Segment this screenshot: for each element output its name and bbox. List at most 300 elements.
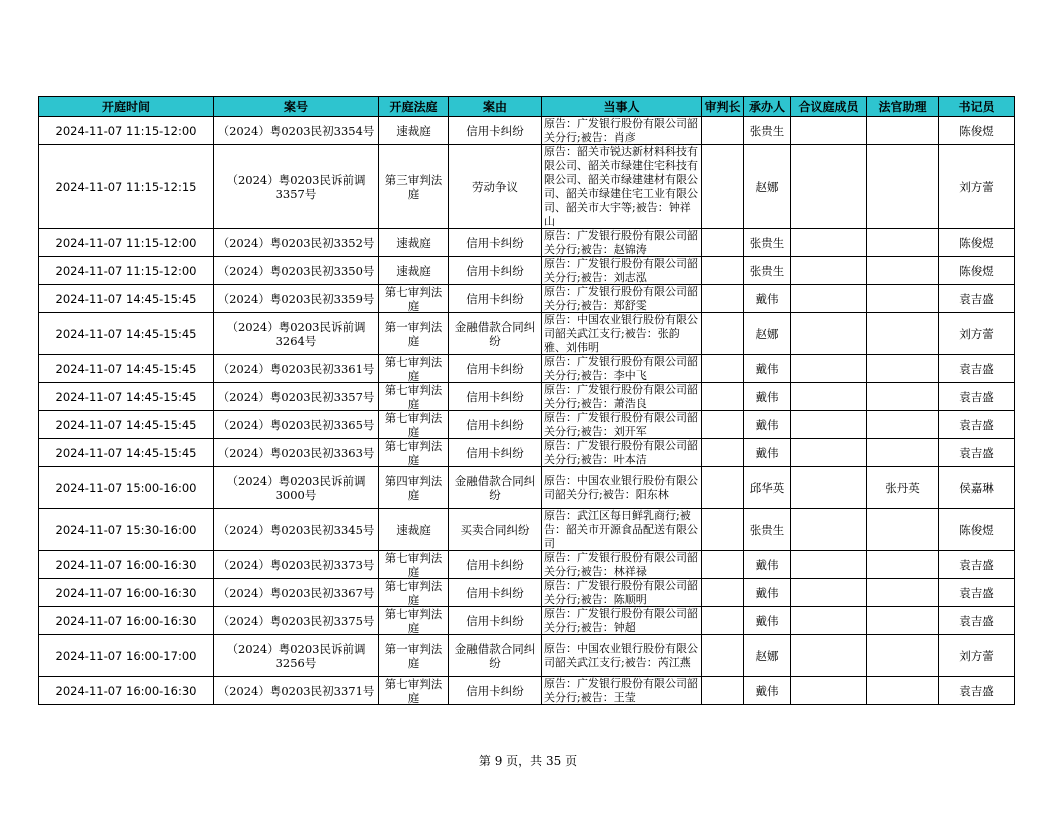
cell-clerk <box>939 257 1015 285</box>
cell-cause <box>449 355 542 383</box>
cell-time-text: 2024-11-07 14:45-15:45 <box>55 361 197 376</box>
cell-cause-text: 劳动争议 <box>472 179 518 194</box>
cell-court <box>379 229 449 257</box>
cell-parties <box>542 229 702 257</box>
cell-time <box>39 635 214 677</box>
cell-cause-text: 信用卡纠纷 <box>466 263 524 278</box>
cell-clerk-text: 陈俊煜 <box>959 522 994 537</box>
cell-members <box>791 509 867 551</box>
cell-case-text: （2024）粤0203民诉前调3357号 <box>226 172 366 201</box>
cell-parties-text: 原告：广发银行股份有限公司韶关分行;被告：钟超 <box>544 607 698 634</box>
table-row <box>39 677 1015 705</box>
cell-clerk-text: 袁吉盛 <box>959 613 994 628</box>
cell-assistant-text: 张丹英 <box>885 480 920 495</box>
cell-time <box>39 383 214 411</box>
cell-time-text: 2024-11-07 14:45-15:45 <box>55 417 197 432</box>
cell-assistant <box>867 635 939 677</box>
cell-court-text: 第四审判法庭 <box>384 473 443 502</box>
table-row <box>39 635 1015 677</box>
cell-handler <box>744 439 791 467</box>
table-row <box>39 411 1015 439</box>
cell-case <box>214 257 379 285</box>
cell-assistant <box>867 355 939 383</box>
cell-chief <box>702 439 744 467</box>
table-row <box>39 117 1015 145</box>
cell-case <box>214 411 379 439</box>
cell-court <box>379 383 449 411</box>
cell-parties-text: 原告：广发银行股份有限公司韶关分行;被告：刘开军 <box>544 411 698 438</box>
table-row <box>39 355 1015 383</box>
cell-handler-text: 张贵生 <box>749 123 785 138</box>
cell-clerk-text: 袁吉盛 <box>959 417 994 432</box>
cell-parties-text: 原告：广发银行股份有限公司韶关分行;被告：萧浩良 <box>544 383 698 410</box>
col-header-court: 开庭法庭 <box>379 97 449 117</box>
cell-time-text: 2024-11-07 11:15-12:00 <box>55 123 197 138</box>
cell-clerk <box>939 313 1015 355</box>
cell-parties <box>542 257 702 285</box>
cell-chief <box>702 229 744 257</box>
cell-court <box>379 677 449 705</box>
cell-chief <box>702 579 744 607</box>
table-row <box>39 257 1015 285</box>
cell-clerk-text: 陈俊煜 <box>959 263 994 278</box>
cell-cause <box>449 551 542 579</box>
cell-court <box>379 117 449 145</box>
cell-assistant <box>867 257 939 285</box>
cell-court-text: 第三审判法庭 <box>384 172 443 201</box>
cell-parties <box>542 383 702 411</box>
cell-handler-text: 赵娜 <box>755 648 779 663</box>
cell-parties-text: 原告：中国农业银行股份有限公司韶关武江支行;被告：芮江燕 <box>544 641 698 669</box>
cell-clerk-text: 袁吉盛 <box>959 445 994 460</box>
cell-case <box>214 467 379 509</box>
cell-time-text: 2024-11-07 16:00-16:30 <box>55 557 197 572</box>
cell-case-text: （2024）粤0203民初3363号 <box>217 445 375 460</box>
cell-members <box>791 635 867 677</box>
cell-chief <box>702 509 744 551</box>
cell-case-text: （2024）粤0203民初3365号 <box>217 417 375 432</box>
cell-handler <box>744 285 791 313</box>
cell-clerk-text: 袁吉盛 <box>959 683 994 698</box>
cell-court-text: 速裁庭 <box>396 522 431 537</box>
cell-assistant <box>867 117 939 145</box>
cell-assistant <box>867 509 939 551</box>
cell-parties-text: 原告：广发银行股份有限公司韶关分行;被告：李中飞 <box>544 355 698 382</box>
cell-clerk-text: 刘方蕾 <box>959 648 994 663</box>
cell-handler-text: 戴伟 <box>755 557 779 572</box>
cell-handler <box>744 677 791 705</box>
cell-handler <box>744 117 791 145</box>
cell-court <box>379 285 449 313</box>
cell-case-text: （2024）粤0203民初3375号 <box>217 613 375 628</box>
cell-case <box>214 439 379 467</box>
cell-case <box>214 229 379 257</box>
cell-handler-text: 戴伟 <box>755 291 779 306</box>
cell-clerk-text: 袁吉盛 <box>959 291 994 306</box>
cell-clerk-text: 袁吉盛 <box>959 389 994 404</box>
cell-handler <box>744 313 791 355</box>
cell-assistant <box>867 383 939 411</box>
cell-parties <box>542 635 702 677</box>
cell-time <box>39 145 214 229</box>
cell-handler-text: 戴伟 <box>755 417 779 432</box>
cell-case <box>214 355 379 383</box>
cell-case <box>214 551 379 579</box>
table-row <box>39 313 1015 355</box>
cell-case-text: （2024）粤0203民诉前调3000号 <box>226 473 366 502</box>
cell-court-text: 速裁庭 <box>396 235 431 250</box>
cell-court-text: 第七审判法庭 <box>384 579 443 606</box>
cell-members <box>791 607 867 635</box>
cell-members <box>791 467 867 509</box>
cell-cause <box>449 117 542 145</box>
cell-assistant <box>867 229 939 257</box>
cell-parties-text: 原告：广发银行股份有限公司韶关分行;被告：林祥禄 <box>544 551 698 578</box>
cell-time <box>39 355 214 383</box>
cell-case <box>214 145 379 229</box>
cell-court-text: 速裁庭 <box>396 263 431 278</box>
cell-time-text: 2024-11-07 11:15-12:00 <box>55 263 197 278</box>
cell-court-text: 第七审判法庭 <box>384 439 443 466</box>
table-row <box>39 439 1015 467</box>
cell-time-text: 2024-11-07 16:00-16:30 <box>55 683 197 698</box>
cell-handler-text: 张贵生 <box>749 522 785 537</box>
col-header-members: 合议庭成员 <box>791 97 867 117</box>
cell-time-text: 2024-11-07 11:15-12:15 <box>55 179 197 194</box>
cell-clerk-text: 陈俊煜 <box>959 123 994 138</box>
cell-time <box>39 467 214 509</box>
cell-cause-text: 信用卡纠纷 <box>466 585 524 600</box>
cell-court <box>379 257 449 285</box>
cell-members <box>791 145 867 229</box>
cell-clerk <box>939 355 1015 383</box>
cell-court-text: 第七审判法庭 <box>384 383 443 410</box>
table-header-row <box>39 97 1015 117</box>
cell-clerk <box>939 607 1015 635</box>
cell-case <box>214 635 379 677</box>
cell-parties <box>542 509 702 551</box>
col-header-clerk: 书记员 <box>939 97 1015 117</box>
cell-case-text: （2024）粤0203民初3367号 <box>217 585 375 600</box>
cell-handler <box>744 145 791 229</box>
cell-cause-text: 信用卡纠纷 <box>466 557 524 572</box>
cell-handler <box>744 383 791 411</box>
cell-court <box>379 313 449 355</box>
cell-clerk <box>939 411 1015 439</box>
page-footer: 第 9 页，共 35 页 <box>478 754 578 768</box>
cell-court <box>379 411 449 439</box>
table-row <box>39 383 1015 411</box>
cell-members <box>791 551 867 579</box>
col-header-assistant: 法官助理 <box>867 97 939 117</box>
cell-cause <box>449 439 542 467</box>
cell-members <box>791 285 867 313</box>
cell-chief <box>702 285 744 313</box>
cell-parties-text: 原告：广发银行股份有限公司韶关分行;被告：郑舒雯 <box>544 285 698 312</box>
cell-court <box>379 551 449 579</box>
cell-cause-text: 信用卡纠纷 <box>466 683 524 698</box>
cell-handler-text: 戴伟 <box>755 445 779 460</box>
cell-clerk <box>939 383 1015 411</box>
cell-parties-text: 原告：广发银行股份有限公司韶关分行;被告：叶本洁 <box>544 439 698 466</box>
cell-chief <box>702 635 744 677</box>
cell-parties <box>542 411 702 439</box>
cell-clerk <box>939 551 1015 579</box>
cell-time <box>39 579 214 607</box>
cell-members <box>791 677 867 705</box>
cell-court <box>379 607 449 635</box>
cell-assistant <box>867 411 939 439</box>
cell-court <box>379 145 449 229</box>
cell-cause <box>449 635 542 677</box>
cell-cause-text: 信用卡纠纷 <box>466 123 524 138</box>
cell-members <box>791 383 867 411</box>
cell-parties <box>542 551 702 579</box>
cell-clerk-text: 袁吉盛 <box>959 557 994 572</box>
cell-court <box>379 355 449 383</box>
cell-court-text: 第一审判法庭 <box>384 641 443 670</box>
cell-court-text: 第七审判法庭 <box>384 607 443 634</box>
cell-cause <box>449 383 542 411</box>
cell-clerk <box>939 509 1015 551</box>
cell-time <box>39 509 214 551</box>
cell-case-text: （2024）粤0203民初3352号 <box>217 235 375 250</box>
cell-parties <box>542 677 702 705</box>
cell-members <box>791 229 867 257</box>
cell-parties <box>542 117 702 145</box>
cell-cause <box>449 509 542 551</box>
cell-parties <box>542 467 702 509</box>
cell-time <box>39 607 214 635</box>
table-row <box>39 551 1015 579</box>
cell-case-text: （2024）粤0203民初3373号 <box>217 557 375 572</box>
cell-handler-text: 赵娜 <box>755 179 779 194</box>
cell-court-text: 第七审判法庭 <box>384 411 443 438</box>
cell-parties <box>542 285 702 313</box>
cell-handler <box>744 229 791 257</box>
cell-case-text: （2024）粤0203民初3345号 <box>217 522 375 537</box>
cell-parties-text: 原告：广发银行股份有限公司韶关分行;被告：肖彦 <box>544 117 698 144</box>
cell-case-text: （2024）粤0203民诉前调3256号 <box>226 641 366 670</box>
cell-assistant <box>867 677 939 705</box>
cell-time-text: 2024-11-07 16:00-17:00 <box>55 648 197 663</box>
cell-chief <box>702 257 744 285</box>
cell-case <box>214 117 379 145</box>
cell-members <box>791 579 867 607</box>
cell-court-text: 第一审判法庭 <box>384 319 443 348</box>
cell-court-text: 第七审判法庭 <box>384 551 443 578</box>
cell-case-text: （2024）粤0203民初3361号 <box>217 361 375 376</box>
cell-handler-text: 戴伟 <box>755 683 779 698</box>
cell-handler <box>744 411 791 439</box>
cell-cause <box>449 285 542 313</box>
cell-time <box>39 551 214 579</box>
table-row <box>39 145 1015 229</box>
cell-handler-text: 戴伟 <box>755 613 779 628</box>
cell-cause-text: 金融借款合同纠纷 <box>454 319 536 348</box>
cell-parties-text: 原告：广发银行股份有限公司韶关分行;被告：赵锦涛 <box>544 229 698 256</box>
cell-clerk-text: 刘方蕾 <box>959 179 994 194</box>
cell-handler-text: 张贵生 <box>749 235 785 250</box>
cell-time <box>39 411 214 439</box>
table-row <box>39 579 1015 607</box>
cell-assistant <box>867 607 939 635</box>
cell-chief <box>702 145 744 229</box>
cell-clerk-text: 侯嘉琳 <box>959 480 994 495</box>
cell-assistant <box>867 551 939 579</box>
cell-parties-text: 原告：中国农业银行股份有限公司韶关分行;被告：阳东林 <box>544 473 698 501</box>
cell-handler <box>744 257 791 285</box>
cell-cause-text: 信用卡纠纷 <box>466 235 524 250</box>
cell-cause-text: 买卖合同纠纷 <box>460 522 530 537</box>
cell-assistant <box>867 579 939 607</box>
cell-court <box>379 509 449 551</box>
cell-cause <box>449 677 542 705</box>
cell-handler <box>744 355 791 383</box>
cell-handler <box>744 467 791 509</box>
cell-parties <box>542 579 702 607</box>
cell-cause <box>449 607 542 635</box>
cell-cause <box>449 467 542 509</box>
cell-assistant <box>867 467 939 509</box>
cell-case-text: （2024）粤0203民初3359号 <box>217 291 375 306</box>
cell-parties-text: 原告：韶关市锐达新材料科技有限公司、韶关市绿建住宅科技有限公司、韶关市绿建建材有限公司、韶关市绿建住宅工业有限公司、韶关市大宇等;被告：钟祥山 <box>544 145 698 228</box>
cell-case <box>214 285 379 313</box>
cell-time <box>39 439 214 467</box>
table-row <box>39 229 1015 257</box>
cell-time-text: 2024-11-07 14:45-15:45 <box>55 326 197 341</box>
cell-clerk <box>939 117 1015 145</box>
cell-handler-text: 张贵生 <box>749 263 785 278</box>
cell-court <box>379 635 449 677</box>
cell-cause-text: 信用卡纠纷 <box>466 445 524 460</box>
cell-time-text: 2024-11-07 16:00-16:30 <box>55 585 197 600</box>
cell-handler <box>744 551 791 579</box>
cell-time-text: 2024-11-07 14:45-15:45 <box>55 291 197 306</box>
cell-clerk <box>939 229 1015 257</box>
table-row <box>39 467 1015 509</box>
cell-time-text: 2024-11-07 14:45-15:45 <box>55 445 197 460</box>
cell-chief <box>702 355 744 383</box>
cell-cause-text: 信用卡纠纷 <box>466 389 524 404</box>
cell-case <box>214 579 379 607</box>
cell-cause <box>449 145 542 229</box>
cell-court-text: 第七审判法庭 <box>384 355 443 382</box>
cell-chief <box>702 313 744 355</box>
cell-time-text: 2024-11-07 15:00-16:00 <box>55 480 197 495</box>
cell-chief <box>702 677 744 705</box>
cell-court <box>379 439 449 467</box>
cell-time-text: 2024-11-07 14:45-15:45 <box>55 389 197 404</box>
cell-time-text: 2024-11-07 16:00-16:30 <box>55 613 197 628</box>
cell-case <box>214 607 379 635</box>
cell-handler-text: 戴伟 <box>755 585 779 600</box>
col-header-time: 开庭时间 <box>39 97 214 117</box>
cell-chief <box>702 607 744 635</box>
cell-clerk <box>939 467 1015 509</box>
col-header-case: 案号 <box>214 97 379 117</box>
cell-cause-text: 信用卡纠纷 <box>466 291 524 306</box>
cell-cause-text: 金融借款合同纠纷 <box>454 473 536 502</box>
cell-case <box>214 313 379 355</box>
cell-parties-text: 原告：广发银行股份有限公司韶关分行;被告：刘志泓 <box>544 257 698 284</box>
cell-case-text: （2024）粤0203民初3371号 <box>217 683 375 698</box>
cell-time <box>39 677 214 705</box>
cell-chief <box>702 411 744 439</box>
cell-cause <box>449 411 542 439</box>
cell-time <box>39 117 214 145</box>
cell-court-text: 第七审判法庭 <box>384 285 443 312</box>
cell-cause <box>449 229 542 257</box>
cell-chief <box>702 383 744 411</box>
cell-parties <box>542 145 702 229</box>
cell-cause-text: 信用卡纠纷 <box>466 361 524 376</box>
table-row <box>39 509 1015 551</box>
cell-time <box>39 229 214 257</box>
cell-parties <box>542 313 702 355</box>
cell-handler <box>744 607 791 635</box>
cell-parties-text: 原告：广发银行股份有限公司韶关分行;被告：陈顺明 <box>544 579 698 606</box>
cell-case <box>214 677 379 705</box>
col-header-parties: 当事人 <box>542 97 702 117</box>
cell-cause-text: 信用卡纠纷 <box>466 613 524 628</box>
cell-handler <box>744 579 791 607</box>
cell-handler-text: 邱华英 <box>749 480 785 495</box>
cell-case <box>214 509 379 551</box>
cell-court <box>379 579 449 607</box>
cell-time <box>39 313 214 355</box>
cell-members <box>791 117 867 145</box>
cell-clerk <box>939 635 1015 677</box>
cell-handler-text: 戴伟 <box>755 361 779 376</box>
cell-court <box>379 467 449 509</box>
cell-chief <box>702 467 744 509</box>
cell-assistant <box>867 285 939 313</box>
cell-cause-text: 信用卡纠纷 <box>466 417 524 432</box>
cell-time <box>39 257 214 285</box>
cell-clerk <box>939 677 1015 705</box>
cell-handler-text: 赵娜 <box>755 326 779 341</box>
cell-case-text: （2024）粤0203民初3354号 <box>217 123 375 138</box>
table-row <box>39 285 1015 313</box>
cell-clerk <box>939 439 1015 467</box>
cell-time <box>39 285 214 313</box>
cell-handler <box>744 509 791 551</box>
cell-case-text: （2024）粤0203民诉前调3264号 <box>226 319 366 348</box>
cell-members <box>791 439 867 467</box>
cell-cause-text: 金融借款合同纠纷 <box>454 641 536 670</box>
cell-clerk <box>939 145 1015 229</box>
cell-parties-text: 原告：广发银行股份有限公司韶关分行;被告：王莹 <box>544 677 698 704</box>
cell-clerk-text: 袁吉盛 <box>959 361 994 376</box>
cell-assistant <box>867 313 939 355</box>
cell-handler <box>744 635 791 677</box>
cell-time-text: 2024-11-07 11:15-12:00 <box>55 235 197 250</box>
cell-members <box>791 411 867 439</box>
cell-time-text: 2024-11-07 15:30-16:00 <box>55 522 197 537</box>
cell-members <box>791 257 867 285</box>
col-header-handler: 承办人 <box>744 97 791 117</box>
cell-cause <box>449 257 542 285</box>
table-row <box>39 607 1015 635</box>
cell-handler-text: 戴伟 <box>755 389 779 404</box>
cell-case <box>214 383 379 411</box>
cell-cause <box>449 579 542 607</box>
cell-clerk <box>939 579 1015 607</box>
col-header-chief: 审判长 <box>702 97 744 117</box>
cell-parties <box>542 355 702 383</box>
cell-clerk <box>939 285 1015 313</box>
